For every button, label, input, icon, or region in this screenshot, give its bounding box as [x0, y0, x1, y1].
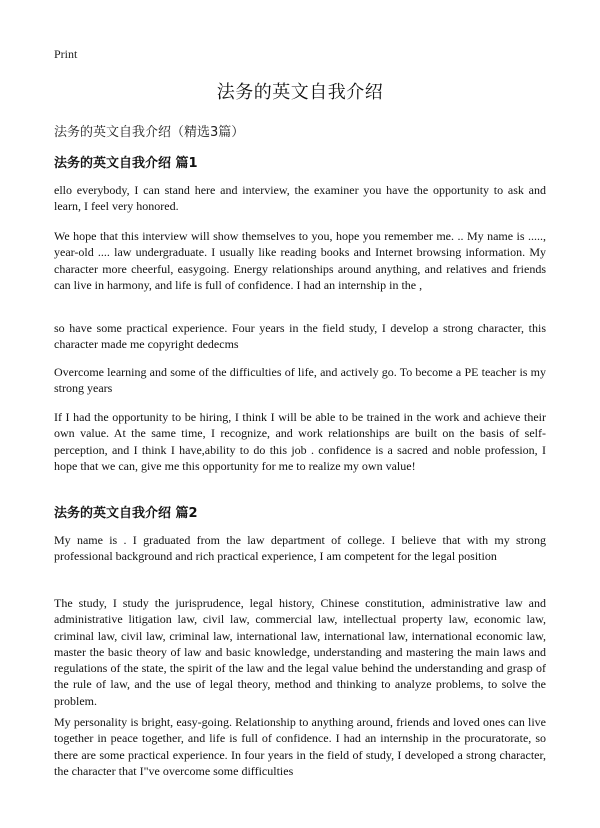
section-2-paragraph-1: My name is . I graduated from the law department of college. I believe that with my strong professional background and rich practical experience, I am competent for the legal position — [54, 533, 546, 564]
section-1-paragraph-1: ello everybody, I can stand here and interview, the examiner you have the opportunity to ask and learn, I feel very honored. — [54, 183, 546, 214]
section-1-paragraph-2: We hope that this interview will show themselves to you, hope you remember me. .. My name is ....., year-old .... law undergraduate. I usually like reading books and Internet browsing information. My character more cheerful, easygoing. Energy relationships around anything, and relatives and friends can live in harmony, and life is full of confidence. I had an internship in the , — [54, 229, 546, 292]
section-2-paragraph-2: The study, I study the jurisprudence, legal history, Chinese constitution, administrative law and administrative litigation law, civil law, commercial law, intellectual property law, economic law, criminal law, civil law, criminal law, international law, international law, international economic law, master the basic theory of law and basic knowledge, understanding and mastering the main laws and regulations of the state, the spirit of the law and the legal value behind the understanding and grasp of the rule of law, and the use of legal theory, method and thinking to analyze problems, to solve the problem. — [54, 596, 546, 708]
section-2-paragraph-3: My personality is bright, easy-going. Relationship to anything around, friends and loved ones can live together in peace together, and life is full of confidence. I had an internship in the procuratorate, so there are some practical experience. In four years in the field of study, I developed a strong character, the character that I"ve overcome some difficulties — [54, 715, 546, 778]
section-heading-1: 法务的英文自我介绍 篇1 — [54, 156, 198, 171]
section-1-paragraph-4: Overcome learning and some of the difficulties of life, and actively go. To become a PE teacher is my strong years — [54, 365, 546, 396]
print-label[interactable]: Print — [54, 47, 78, 61]
section-1-paragraph-3: so have some practical experience. Four years in the field study, I develop a strong character, this character made me copyright dedecms — [54, 321, 546, 352]
section-heading-2: 法务的英文自我介绍 篇2 — [54, 506, 198, 521]
section-1-paragraph-5: If I had the opportunity to be hiring, I think I will be able to be trained in the work and achieve their own value. At the same time, I recognize, and work relationships are built on the basis of self-perception, and I think I have,ability to do this job . confidence is a sacred and noble profession, I hope that we can, give me this opportunity for me to realize my own value! — [54, 410, 546, 473]
document-subtitle: 法务的英文自我介绍（精选3篇） — [54, 125, 245, 140]
page-title: 法务的英文自我介绍 — [216, 82, 384, 103]
